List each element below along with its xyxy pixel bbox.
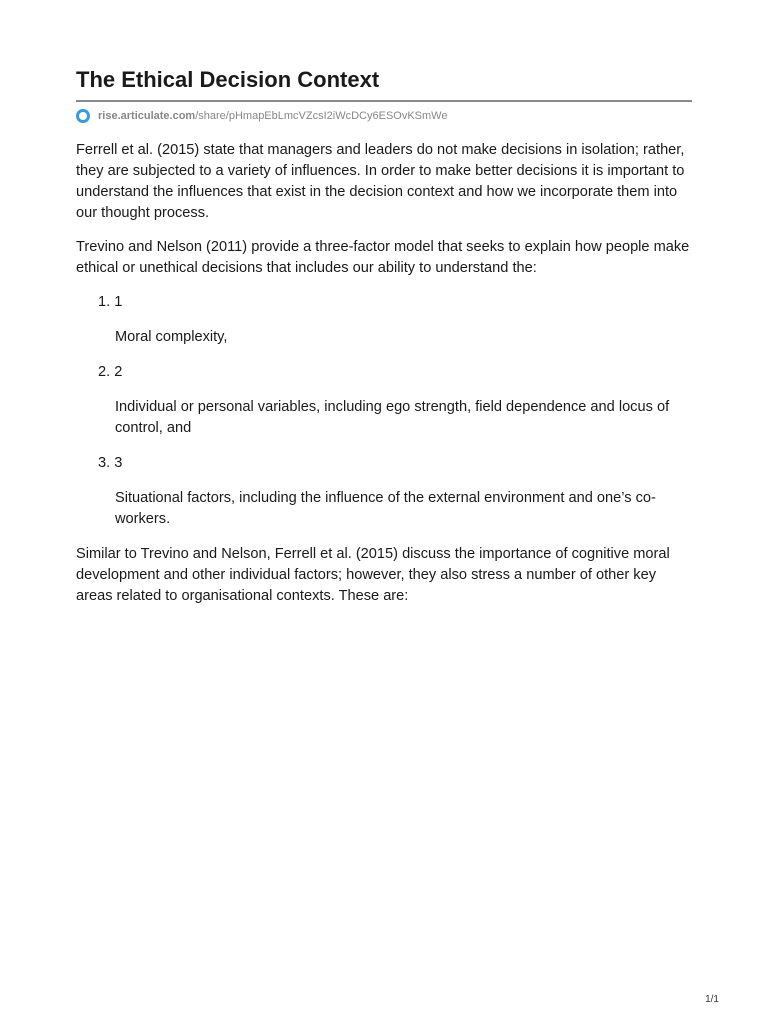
list-item-text: Moral complexity, xyxy=(115,329,228,345)
title-divider xyxy=(76,100,692,102)
list-item xyxy=(76,362,692,439)
list-item xyxy=(76,292,692,348)
list-item-text: Individual or personal variables, including ego strength, field dependence and locus of control, and xyxy=(115,399,670,436)
paragraph: Similar to Trevino and Nelson, Ferrell et al. (2015) discuss the importance of cognitive moral development and other individual factors; however, they also stress a number of other key areas related to organisational contexts. These are: xyxy=(76,546,670,604)
list-item-text: Situational factors, including the influence of the external environment and one’s co-workers. xyxy=(115,490,656,527)
paragraph: Ferrell et al. (2015) state that managers and leaders do not make decisions in isolation; rather, they are subjected to a variety of influences. In order to make better decisions it is important to understand the influences that exist in the decision context and how we incorporate them into our thought process. xyxy=(76,142,685,221)
source-path[interactable]: /share/pHmapEbLmcVZcsI2iWcDCy6ESOvKSmWe xyxy=(195,110,448,122)
circle-link-icon xyxy=(76,109,90,123)
list-item-number: 2. 2 xyxy=(98,364,123,380)
page-title: The Ethical Decision Context xyxy=(76,67,380,92)
source-link[interactable] xyxy=(76,108,692,124)
list-item-number: 3. 3 xyxy=(98,455,123,471)
source-domain[interactable]: rise.articulate.com xyxy=(98,110,196,122)
page-number: 1/1 xyxy=(705,994,719,1005)
paragraph: Trevino and Nelson (2011) provide a three-factor model that seeks to explain how people make ethical or unethical decisions that includes our ability to understand the: xyxy=(76,239,690,276)
document-body xyxy=(76,140,692,607)
list-item xyxy=(76,453,692,530)
factor-list xyxy=(76,292,692,530)
document-page xyxy=(76,66,692,620)
list-item-number: 1. 1 xyxy=(98,294,123,310)
